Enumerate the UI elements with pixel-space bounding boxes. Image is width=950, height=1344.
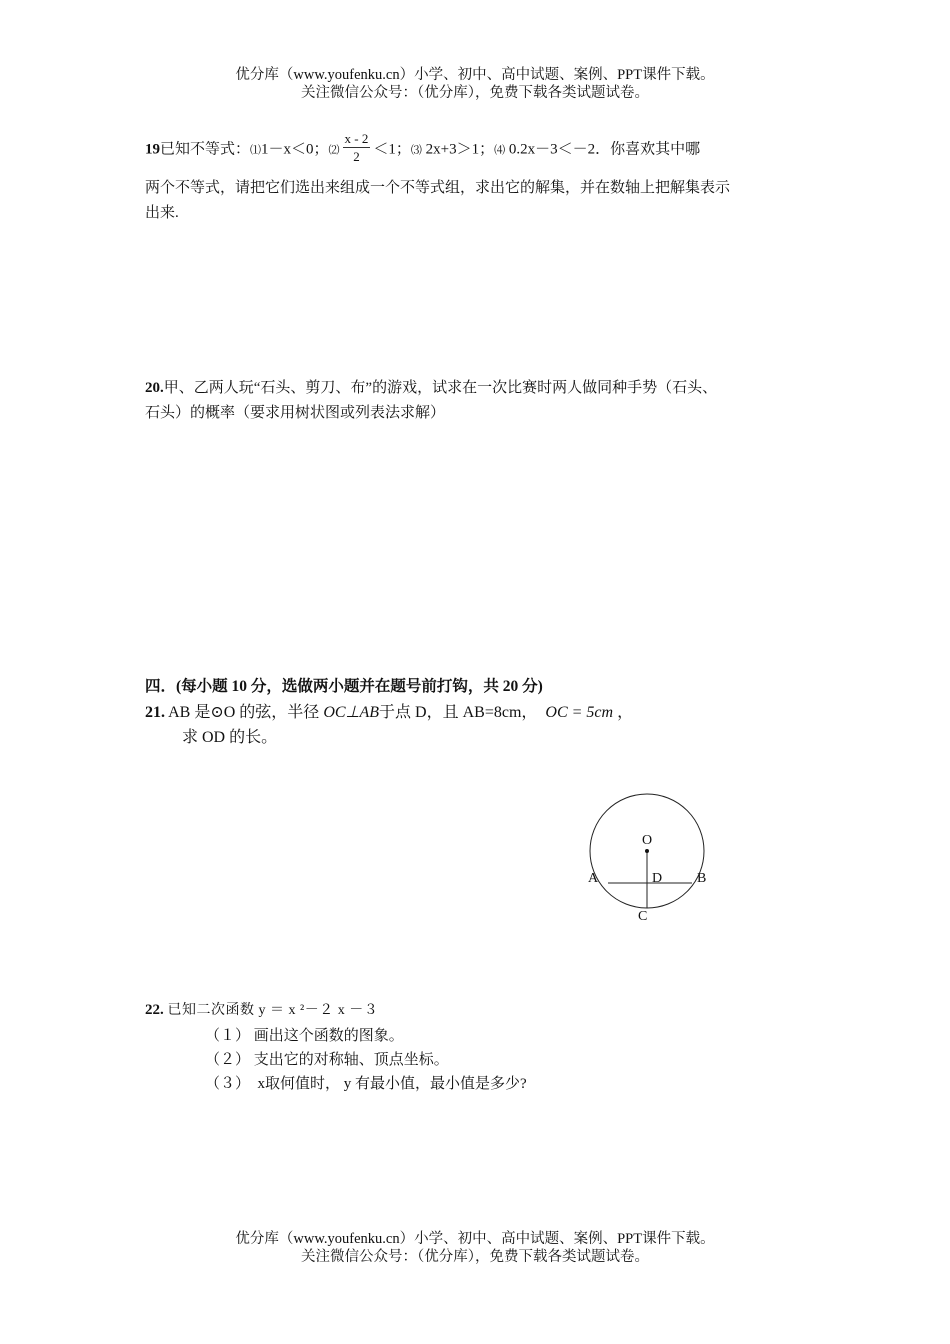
question-21-line-2: 求 OD 的长。 <box>182 729 278 746</box>
circle-diagram <box>580 785 720 935</box>
question-22-item <box>205 1048 449 1069</box>
q21-text-b: 于点 D，且 AB=8cm， <box>379 704 538 721</box>
question-20-line-2: 石头）的概率（要求用树状图或列表法求解） <box>145 405 446 421</box>
q19-marker-4: ⑷ <box>494 144 506 157</box>
question-21-number: 21. <box>145 704 165 721</box>
fraction-denominator: 2 <box>353 149 360 164</box>
label-d: D <box>652 871 663 886</box>
q21-text-a: AB 是⊙O 的弦，半径 <box>165 704 324 721</box>
item-text: 支出它的对称轴、顶点坐标。 <box>253 1052 449 1068</box>
item-text: x取何值时， y 有最小值，最小值是多少? <box>257 1076 527 1092</box>
footer-line-2: 关注微信公众号：（优分库），免费下载各类试题试卷。 <box>301 1249 649 1265</box>
q21-text-c: ， <box>617 704 634 721</box>
q21-math-length: OC = 5cm <box>545 704 614 721</box>
question-22-item <box>205 1072 527 1093</box>
page-header <box>0 66 950 102</box>
question-22-item <box>205 1024 404 1045</box>
q19-fraction <box>343 131 371 165</box>
item-marker: （２） <box>205 1052 251 1068</box>
question-19-line-3: 出来. <box>145 205 179 221</box>
header-line-2: 关注微信公众号：（优分库），免费下载各类试题试卷。 <box>301 85 649 101</box>
label-b: B <box>697 871 707 886</box>
label-a: A <box>588 871 599 886</box>
page-footer <box>0 1230 950 1266</box>
q19-inequality-1: 1－x＜0； <box>261 141 329 158</box>
q21-math-perpendicular: OC⊥AB <box>323 704 380 721</box>
fraction-numerator: x - 2 <box>344 131 369 146</box>
q19-marker-3: ⑶ <box>410 144 422 157</box>
footer-line-1: 优分库（www.youfenku.cn）小学、初中、高中试题、案例、PPT课件下载。 <box>235 1231 715 1247</box>
question-19-line-1 <box>145 133 700 167</box>
item-text: 画出这个函数的图象。 <box>253 1028 404 1044</box>
q19-inequality-2-tail: ＜1； <box>373 141 411 158</box>
label-c: C <box>638 909 648 924</box>
question-21-line-1 <box>145 699 633 722</box>
question-22-line-1 <box>145 999 378 1019</box>
question-20-line-1 <box>145 376 717 397</box>
q19-inequality-4: 0.2x－3＜－2．你喜欢其中哪 <box>505 141 701 158</box>
item-marker: （３） <box>205 1076 251 1092</box>
header-line-1: 优分库（www.youfenku.cn）小学、初中、高中试题、案例、PPT课件下载。 <box>235 67 715 83</box>
q19-marker-2: ⑵ <box>328 144 340 157</box>
q19-marker-1: ⑴ <box>250 144 262 157</box>
item-marker: （１） <box>205 1028 251 1044</box>
section-4-title: 四．(每小题 10 分，选做两小题并在题号前打钩，共 20 分) <box>145 678 543 695</box>
question-19-number: 19 <box>145 141 160 158</box>
q19-inequality-3: 2x+3＞1； <box>421 141 495 158</box>
question-22-intro: 已知二次函数 y ＝ x ²－２ x －３ <box>167 1003 379 1018</box>
question-19-line-2: 两个不等式，请把它们选出来组成一个不等式组，求出它的解集，并在数轴上把解集表示 <box>145 180 731 196</box>
question-20-number: 20. <box>145 380 164 396</box>
center-point <box>645 849 649 853</box>
label-o: O <box>641 833 653 848</box>
question-20-text: 甲、乙两人玩“石头、剪刀、布”的游戏，试求在一次比赛时两人做同种手势（石头、 <box>163 380 718 396</box>
question-22-number: 22. <box>145 1002 164 1018</box>
question-19-intro: 已知不等式： <box>160 141 251 158</box>
